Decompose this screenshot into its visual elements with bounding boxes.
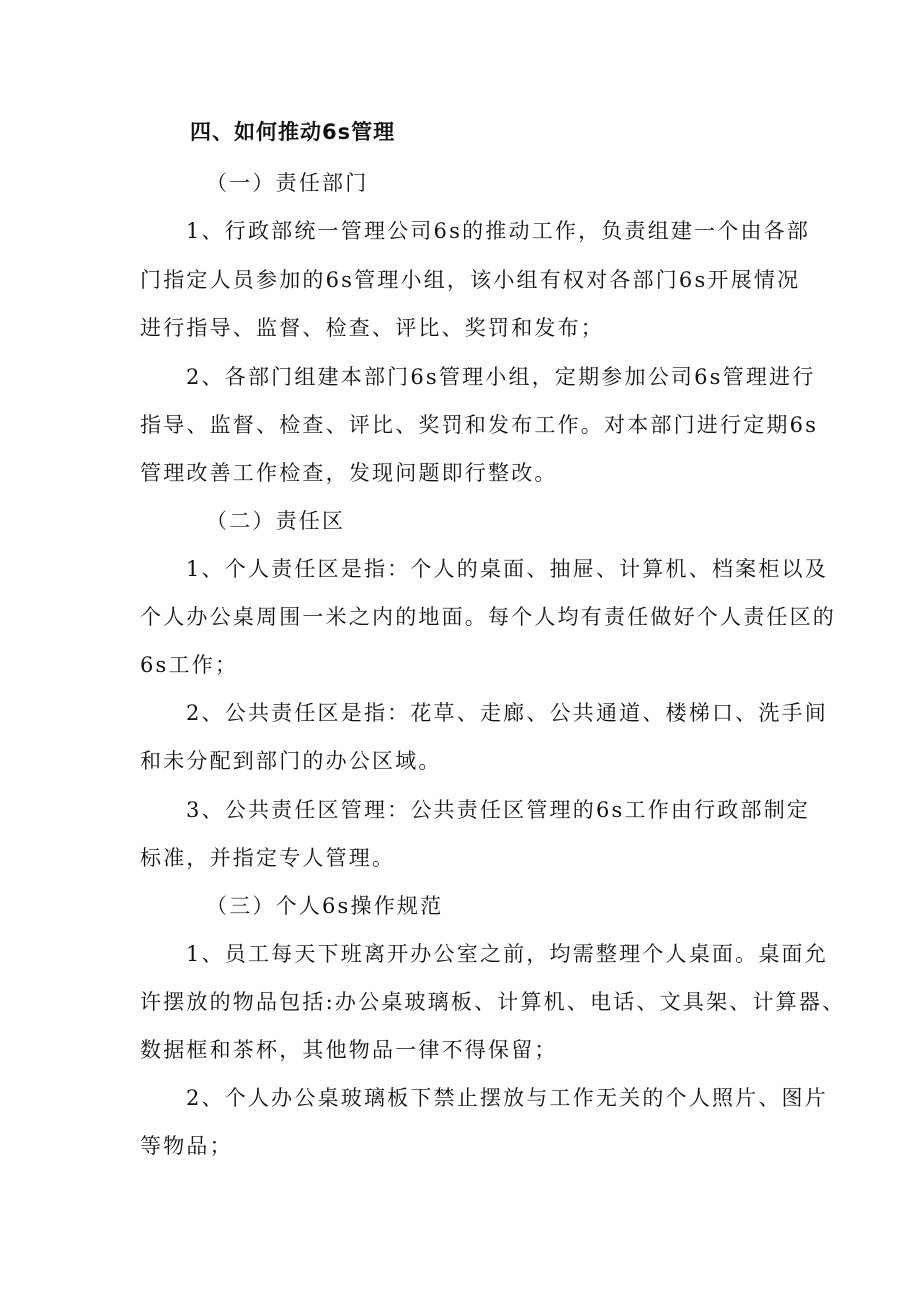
paragraph-line: 1、个人责任区是指：个人的桌面、抽屉、计算机、档案柜以及	[186, 557, 828, 581]
paragraph-line: 许摆放的物品包括:办公桌玻璃板、计算机、电话、文具架、计算器、	[140, 990, 846, 1014]
paragraph-line: 进行指导、监督、检查、评比、奖罚和发布；	[140, 316, 604, 340]
paragraph-line: 6s工作；	[140, 653, 239, 677]
subsection-title-1: （一）责任部门	[206, 171, 369, 195]
paragraph-line: 指导、监督、检查、评比、奖罚和发布工作。对本部门进行定期6s	[140, 413, 819, 437]
paragraph-line: 数据框和茶杯，其他物品一律不得保留；	[140, 1038, 558, 1062]
paragraph-line: 个人办公桌周围一米之内的地面。每个人均有责任做好个人责任区的	[140, 605, 836, 629]
paragraph-line: 标准，并指定专人管理。	[140, 846, 396, 870]
section-heading: 四、如何推动6s管理	[190, 120, 396, 144]
paragraph-line: 管理改善工作检查，发现问题即行整改。	[140, 461, 558, 485]
paragraph-line: 3、公共责任区管理：公共责任区管理的6s工作由行政部制定	[186, 798, 811, 822]
paragraph-line: 2、各部门组建本部门6s管理小组，定期参加公司6s管理进行	[186, 365, 816, 389]
paragraph-line: 门指定人员参加的6s管理小组，该小组有权对各部门6s开展情况	[140, 268, 801, 292]
paragraph-line: 2、个人办公桌玻璃板下禁止摆放与工作无关的个人照片、图片	[186, 1086, 828, 1110]
subsection-title-3: （三）个人6s操作规范	[206, 894, 444, 918]
paragraph-line: 1、员工每天下班离开办公室之前，均需整理个人桌面。桌面允	[186, 942, 828, 966]
subsection-title-2: （二）责任区	[206, 509, 346, 533]
paragraph-line: 等物品；	[140, 1134, 233, 1158]
paragraph-line: 1、行政部统一管理公司6s的推动工作，负责组建一个由各部	[186, 219, 811, 243]
paragraph-line: 2、公共责任区是指：花草、走廊、公共通道、楼梯口、洗手间	[186, 701, 828, 725]
paragraph-line: 和未分配到部门的办公区域。	[140, 749, 442, 773]
